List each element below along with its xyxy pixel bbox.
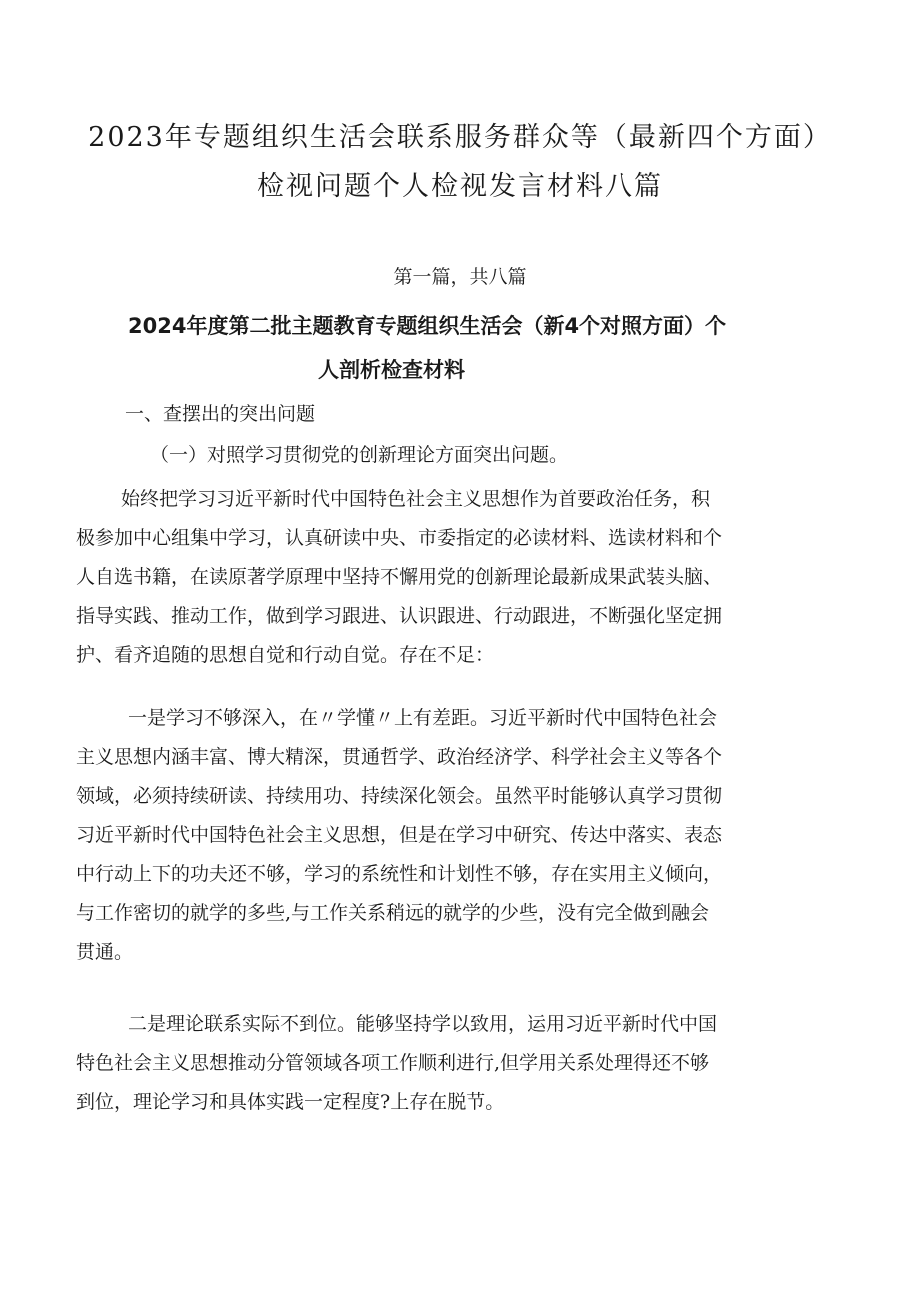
paragraph-line: 二是理论联系实际不到位。能够坚持学以致用，运用习近平新时代中国 [128, 1013, 718, 1035]
document-title-line-2: 检视问题个人检视发言材料八篇 [257, 171, 663, 202]
subsection-heading: （一）对照学习贯彻党的创新理论方面突出问题。 [150, 444, 569, 466]
paragraph-line: 领域，必须持续研读、持续用功、持续深化领会。虽然平时能够认真学习贯彻 [76, 785, 723, 807]
paragraph-line: 习近平新时代中国特色社会主义思想，但是在学习中研究、传达中落实、表态 [76, 824, 723, 846]
paragraph-line: 与工作密切的就学的多些,与工作关系稍远的就学的少些，没有完全做到融会 [76, 902, 710, 924]
paragraph-line: 人自选书籍，在读原著学原理中坚持不懈用党的创新理论最新成果武装头脑、 [76, 566, 723, 588]
paragraph-line: 一是学习不够深入，在〃学懂〃上有差距。习近平新时代中国特色社会 [128, 707, 718, 729]
body-paragraph [76, 1005, 876, 1122]
paragraph-line: 特色社会主义思想推动分管领域各项工作顺利进行,但学用关系处理得还不够 [76, 1052, 710, 1074]
paragraph-line: 极参加中心组集中学习，认真研读中央、市委指定的必读材料、选读材料和个 [76, 527, 723, 549]
body-paragraph [76, 480, 876, 675]
body-paragraph [76, 699, 876, 972]
article-title-line-1: 2024年度第二批主题教育专题组织生活会（新4个对照方面）个 [128, 314, 727, 338]
paragraph-line: 到位，理论学习和具体实践一定程度?上存在脱节。 [76, 1091, 505, 1113]
part-label: 第一篇，共八篇 [393, 266, 527, 288]
paragraph-line: 贯通。 [76, 941, 134, 963]
paragraph-line: 指导实践、推动工作，做到学习跟进、认识跟进、行动跟进，不断强化坚定拥 [76, 605, 723, 627]
paragraph-line: 护、看齐追随的思想自觉和行动自觉。存在不足： [76, 644, 495, 666]
paragraph-line: 始终把学习习近平新时代中国特色社会主义思想作为首要政治任务，积 [121, 488, 711, 510]
section-heading: 一、查摆出的突出问题 [125, 403, 316, 425]
paragraph-line: 中行动上下的功夫还不够，学习的系统性和计划性不够，存在实用主义倾向， [76, 863, 723, 885]
paragraph-line: 主义思想内涵丰富、博大精深，贯通哲学、政治经济学、科学社会主义等各个 [76, 746, 723, 768]
document-title-line-1: 2023年专题组织生活会联系服务群众等（最新四个方面） [88, 122, 832, 153]
article-title-line-2: 人剖析检查材料 [318, 358, 465, 382]
